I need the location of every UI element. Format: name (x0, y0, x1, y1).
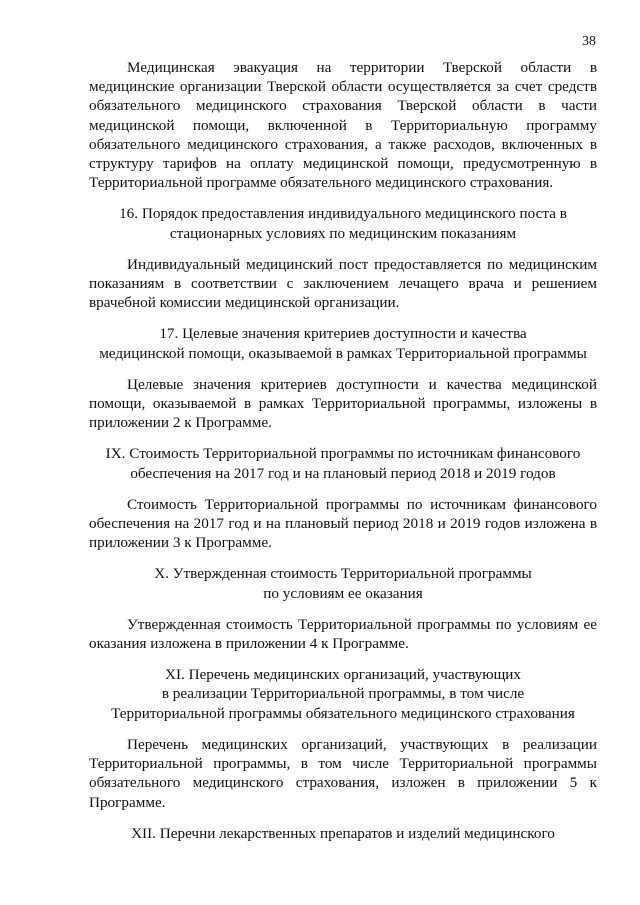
section-heading-xi (89, 665, 597, 723)
heading-line: 17. Целевые значения критериев доступности и качества (159, 325, 527, 343)
heading-line: X. Утвержденная стоимость Территориальной программы (154, 565, 532, 583)
section-heading-xii (89, 824, 597, 843)
section-heading-16 (89, 204, 597, 242)
page-number: 38 (582, 34, 596, 49)
paragraph-individual-post: Индивидуальный медицинский пост предоставляется по медицинским показаниям в соответствии с заключением лечащего врача и решением врачебной комиссии медицинской организации. (89, 255, 597, 312)
heading-line: медицинской помощи, оказываемой в рамках Территориальной программы (99, 344, 587, 362)
heading-line: 16. Порядок предоставления индивидуального медицинского поста в (119, 205, 567, 223)
section-heading-ix (89, 444, 597, 482)
heading-line: в реализации Территориальной программы, в том числе (161, 685, 525, 703)
paragraph-program-cost: Стоимость Территориальной программы по источникам финансового обеспечения на 2017 год и на плановый период 2018 и 2019 годов изложена в приложении 3 к Программе. (89, 495, 597, 552)
heading-line: XI. Перечень медицинских организаций, участвующих (164, 666, 522, 684)
section-heading-x (89, 564, 597, 602)
paragraph-target-values: Целевые значения критериев доступности и качества медицинской помощи, оказываемой в рамках Территориальной программы, изложены в приложении 2 к Программе. (89, 375, 597, 432)
heading-line: IX. Стоимость Территориальной программы по источникам финансового (105, 445, 581, 463)
heading-line: Территориальной программы обязательного медицинского страхования (111, 704, 575, 722)
paragraph-medical-evacuation: Медицинская эвакуация на территории Тверской области в медицинские организации Тверской области осуществляется за счет средств обязательного медицинского страхования Тверской области в части медицинской помощи, включенной в Территориальную программу обязательного медицинского страхования, а также расходов, включенных в структуру тарифов на оплату медицинской помощи, предусмотренную в Территориальной программе обязательного медицинского страхования. (89, 59, 597, 192)
heading-line: обеспечения на 2017 год и на плановый период 2018 и 2019 годов (130, 464, 556, 482)
heading-line: по условиям ее оказания (263, 584, 423, 602)
paragraph-approved-cost: Утвержденная стоимость Территориальной программы по условиям ее оказания изложена в приложении 4 к Программе. (89, 615, 597, 653)
heading-line: XII. Перечни лекарственных препаратов и изделий медицинского (131, 824, 555, 842)
heading-line: стационарных условиях по медицинским показаниям (169, 224, 517, 242)
paragraph-organizations-list: Перечень медицинских организаций, участвующих в реализации Территориальной программы, в том числе Территориальной программы обязательного медицинского страхования, изложен в приложении 5 к Программе. (89, 735, 597, 811)
section-heading-17 (89, 324, 597, 362)
page-content (89, 58, 597, 855)
